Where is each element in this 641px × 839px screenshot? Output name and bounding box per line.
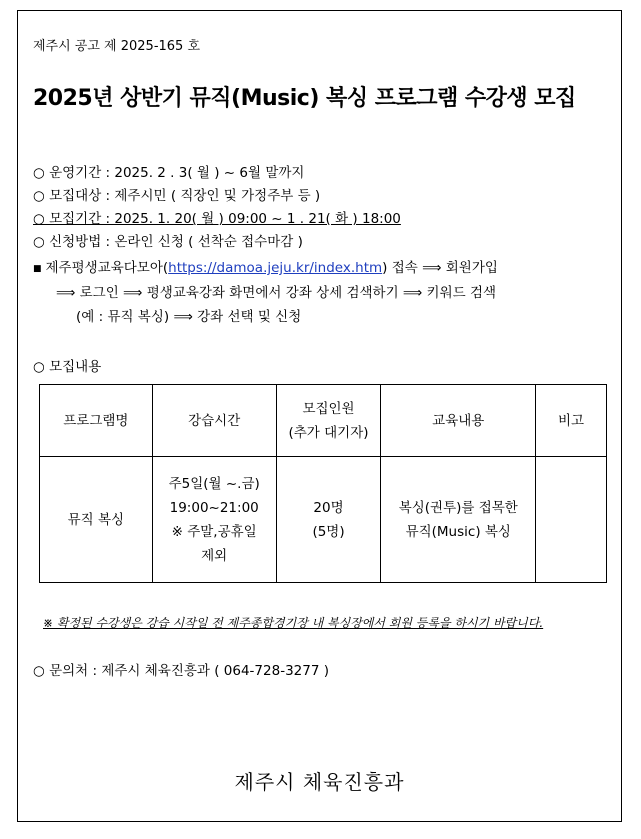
- info-period: ○ 운영기간 : 2025. 2 . 3( 월 ) ~ 6월 말까지: [33, 165, 305, 181]
- cell-capacity-text: 20명 (5명): [312, 499, 345, 540]
- header-program: [40, 385, 153, 457]
- cell-time-text: 주5일(월 ~.금) 19:00~21:00 ※ 주말,공휴일 제외: [168, 475, 260, 564]
- step-3: (예 : 뮤직 복싱) ⟹ 강좌 선택 및 신청: [76, 309, 302, 325]
- header-program-text: 프로그램명: [63, 412, 129, 429]
- info-recruit-period: ○ 모집기간 : 2025. 1. 20( 월 ) 09:00 ~ 1 . 21( 화 ) 18:00: [33, 211, 401, 227]
- registration-note: ※ 확정된 수강생은 강습 시작일 전 제주종합경기장 내 복싱장에서 회원 등록을 하시기 바랍니다.: [43, 616, 544, 630]
- notice-number: 제주시 공고 제 2025-165 호: [33, 39, 201, 54]
- cell-content-text: 복싱(권투)를 접목한 뮤직(Music) 복싱: [398, 499, 518, 540]
- cell-capacity: [276, 457, 381, 583]
- header-time: [152, 385, 276, 457]
- header-time-text: 강습시간: [188, 412, 241, 429]
- damoa-link[interactable]: https://damoa.jeju.kr/index.htm: [168, 260, 383, 276]
- header-capacity-text: 모집인원 (추가 대기자): [288, 400, 369, 441]
- header-content-text: 교육내용: [432, 412, 485, 429]
- cell-program-text: 뮤직 복싱: [67, 511, 125, 528]
- footer-department: 제주시 체육진흥과: [234, 770, 405, 794]
- header-capacity: [276, 385, 381, 457]
- step-1-suffix: ) 접속 ⟹ 회원가입: [382, 260, 498, 276]
- step-1-prefix: 제주평생교육다모아(: [45, 260, 169, 276]
- header-content: [381, 385, 536, 457]
- page-title: 2025년 상반기 뮤직(Music) 복싱 프로그램 수강생 모집: [33, 86, 576, 111]
- content-heading: ○ 모집내용: [33, 359, 102, 375]
- cell-program: [40, 457, 153, 583]
- header-remarks: [536, 385, 607, 457]
- header-remarks-text: 비고: [558, 412, 585, 429]
- table-row: [40, 457, 607, 583]
- info-method: ○ 신청방법 : 온라인 신청 ( 선착순 접수마감 ): [33, 234, 303, 250]
- cell-remarks: [536, 457, 607, 583]
- table-header-row: [40, 385, 607, 457]
- step-1: [33, 256, 498, 276]
- cell-time: [152, 457, 276, 583]
- square-bullet-icon: ■: [33, 264, 42, 274]
- info-target: ○ 모집대상 : 제주시민 ( 직장인 및 가정주부 등 ): [33, 188, 321, 204]
- notice-frame: [17, 10, 622, 822]
- recruit-table: [39, 384, 607, 583]
- contact-info: ○ 문의처 : 제주시 체육진흥과 ( 064-728-3277 ): [33, 663, 329, 679]
- step-2: ⟹ 로그인 ⟹ 평생교육강좌 화면에서 강좌 상세 검색하기 ⟹ 키워드 검색: [56, 285, 497, 301]
- cell-content: [381, 457, 536, 583]
